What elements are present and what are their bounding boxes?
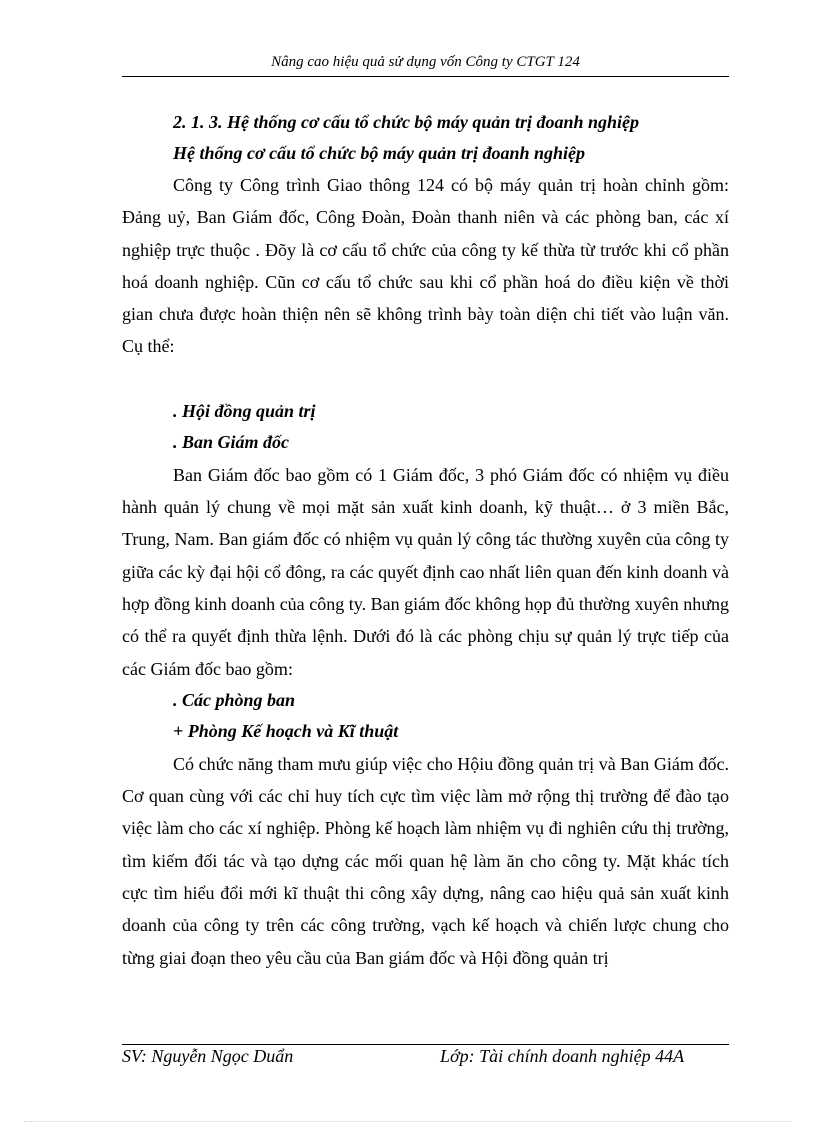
header-divider (122, 76, 729, 77)
intro-paragraph: Công ty Công trình Giao thông 124 có bộ máy quản trị hoàn chỉnh gồm: Đảng uỷ, Ban Giám đốc, Công Đoàn, Đoàn thanh niên và các phòng ban, các xí nghiệp trực thuộc . Đõy là cơ cấu tổ chức của công ty kế thừa từ trước khi cổ phần hoá doanh nghiệp. Cũn cơ cấu tổ chức sau khi cổ phần hoá do điều kiện về thời gian chưa được hoàn thiện nên sẽ không trình bày toàn diện chi tiết vào luận văn. Cụ thể: (122, 175, 729, 357)
item-board-of-management: . Ban Giám đốc (173, 432, 290, 453)
section-heading: 2. 1. 3. Hệ thống cơ cấu tổ chức bộ máy quản trị đoanh nghiệp (173, 112, 639, 132)
item-departments: . Các phòng ban (173, 689, 296, 710)
blank-line (122, 363, 729, 396)
page-content (122, 107, 729, 974)
item-planning-technical-dept: + Phòng Kế hoạch và Kĩ thuật (173, 721, 399, 742)
footer-student: SV: Nguyễn Ngọc Duẩn (122, 1046, 294, 1066)
footer-divider (122, 1044, 729, 1045)
footer-class: Lớp: Tài chính doanh nghiệp 44A (440, 1046, 685, 1066)
running-header: Nâng cao hiệu quả sử dụng vốn Công ty CTGT 124 (271, 54, 580, 70)
section-subheading: Hệ thống cơ cấu tổ chức bộ máy quản trị đoanh nghiệp (173, 143, 585, 163)
item-board-of-directors: . Hội đồng quản trị (173, 400, 316, 421)
planning-paragraph: Có chức năng tham mưu giúp việc cho Hộiu đồng quản trị và Ban Giám đốc. Cơ quan cùng với các chỉ huy tích cực tìm việc làm mở rộng thị trường để đào tạo việc làm cho các xí nghiệp. Phòng kế hoạch làm nhiệm vụ đi nghiên cứu thị trường, tìm kiếm đối tác và tạo dựng các mối quan hệ làm ăn cho công ty. Mặt khác tích cực tìm hiểu đổi mới kĩ thuật thi công xây dựng, nâng cao hiệu quả sản xuất kinh doanh của công ty trên các công trường, vạch kế hoạch và chiến lược chung cho từng giai đoạn theo yêu cầu của Ban giám đốc và Hội đồng quản trị (122, 753, 729, 968)
page-bottom-edge (24, 1121, 792, 1122)
management-paragraph: Ban Giám đốc bao gồm có 1 Giám đốc, 3 phó Giám đốc có nhiệm vụ điều hành quản lý chung về mọi mặt sản xuất kinh doanh, kỹ thuật… ở 3 miền Bắc, Trung, Nam. Ban giám đốc có nhiệm vụ quản lý công tác thường xuyên của công ty giữa các kỳ đại hội cổ đông, ra các quyết định cao nhất liên quan đến kinh doanh và hợp đồng kinh doanh của công ty. Ban giám đốc không họp đủ thường xuyên nhưng có thể ra quyết định thừa lệnh. Dưới đó là các phòng chịu sự quản lý trực tiếp của các Giám đốc bao gồm: (122, 464, 729, 679)
